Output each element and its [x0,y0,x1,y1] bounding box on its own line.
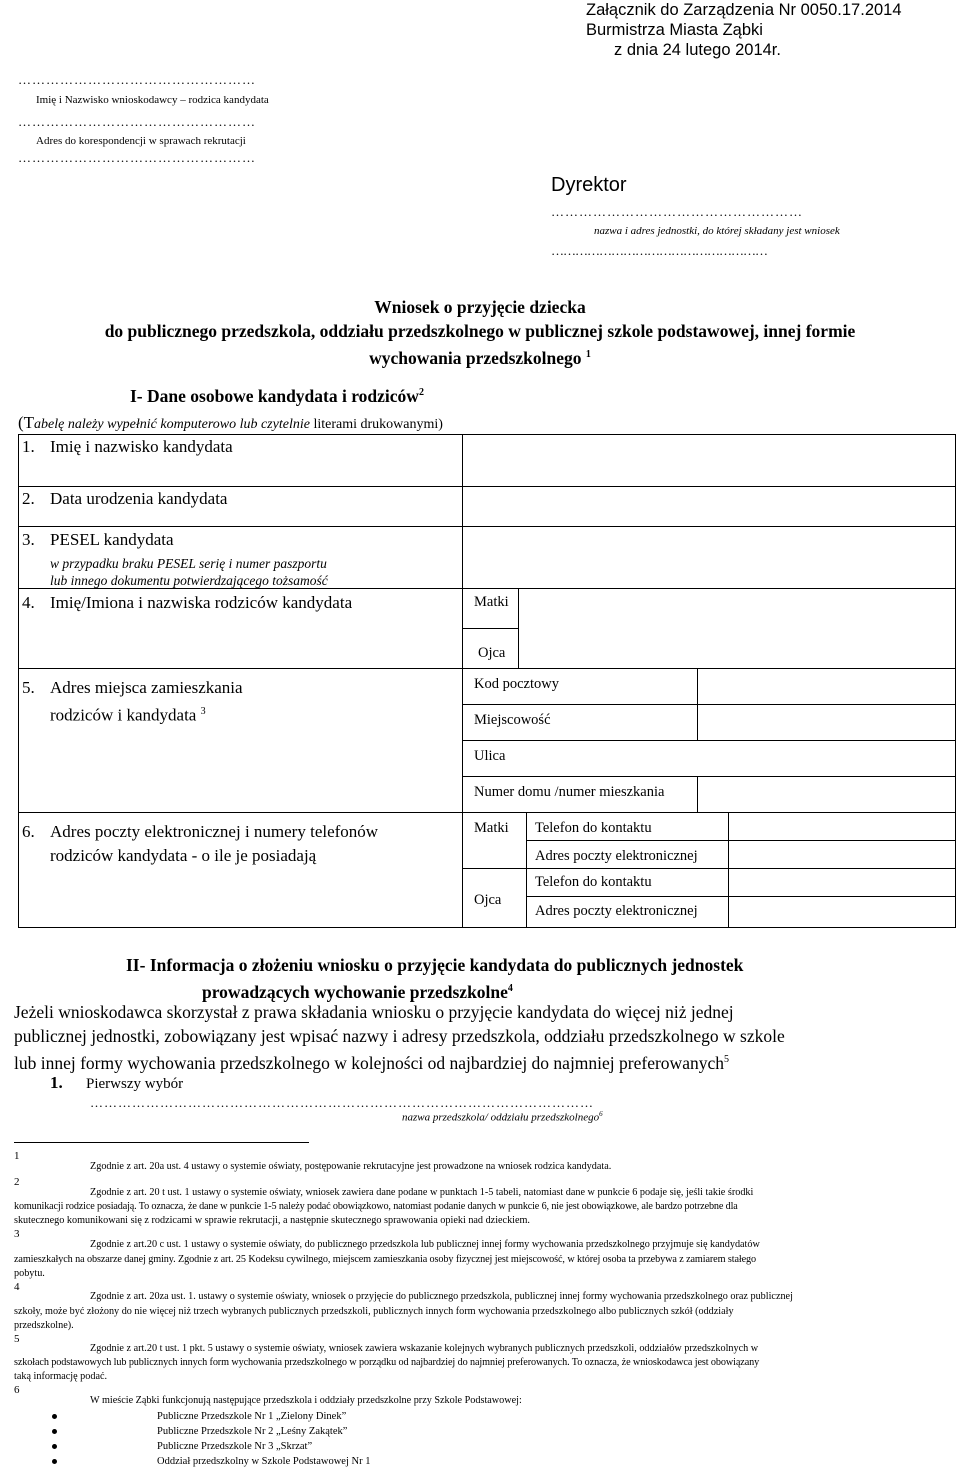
father-phone-label: Telefon do kontaktu [535,874,652,890]
footnote-3-line-3: pobytu. [14,1268,45,1279]
row-2 [22,489,227,509]
row-4-num: 4. [22,593,35,612]
bullet-icon [52,1429,57,1434]
footnote-ref-2: 2 [418,387,424,399]
recipient-dots[interactable]: ……………………………………………… [551,204,803,219]
row-3-num: 3. [22,530,35,549]
footnote-5-line-3: taką informację podać. [14,1371,108,1382]
row-5-label-1: Adres miejsca zamieszkania [50,678,243,697]
row-6-label-2: rodziców kandydata - o ile je posiadają [50,846,317,865]
city-label: Miejscowość [474,712,551,728]
house-number-input[interactable] [698,777,955,812]
first-choice [50,1073,183,1093]
row-5-label-2: rodziców i kandydata [50,705,197,725]
applicant-address-dots[interactable]: …………………………………………… [18,114,256,129]
postal-code-label: Kod pocztowy [474,676,559,692]
annex-header [586,0,956,60]
footnote-6-line-1: W mieście Ząbki funkcjonują następujące przedszkola i oddziały przedszkolne przy Szkole Podstawowej: [90,1395,522,1406]
applicant-address-label: Adres do korespondencji w sprawach rekrutacji [36,135,246,147]
annex-line-3: z dnia 24 lutego 2014r. [614,41,781,59]
form-title [0,295,960,370]
footnote-2-line-1: Zgodnie z art. 20 t ust. 1 ustawy o systemie oświaty, wniosek zawiera dane podane w punktach 1-5 tabeli, natomiast dane w punkcie 6 podaje się, jeśli takie środki [90,1187,754,1198]
form-title-line-3: wychowania przedszkolnego $^1$ [369,347,591,368]
footnote-ref-4: 4 [507,983,513,994]
bullet-icon [52,1414,57,1419]
mother-phone-input[interactable] [729,813,955,840]
list-item: Publiczne Przedszkole Nr 2 „Leśny Zakątek” [52,1424,370,1439]
mother-phone-label: Telefon do kontaktu [535,820,652,836]
row-6-father-label: Ojca [474,892,502,908]
footnote-5-num: 5 [14,1333,20,1345]
section1-note: (Tabelę należy wypełnić komputerowo lub czytelnie literami drukowanymi) [18,413,443,432]
section2-paragraph-line-1: Jeżeli wnioskodawca skorzystał z prawa składania wniosku o przyjęcie kandydata do więcej niż jednej [14,1002,734,1022]
mother-email-input[interactable] [729,841,955,868]
bullet-icon [52,1444,57,1449]
footnote-2-line-2: komunikacji rodzice posiadają. To oznacza, że dane w punkcie 1-5 należy podać obowiązkowo, natomiast podanie danych w punkcie 6, nie jest obowiązkowe, ale bardzo potrzebne dla [14,1201,738,1212]
first-choice-label: Pierwszy wybór [86,1076,184,1092]
bullet-icon [52,1459,57,1464]
row-4-mother-input[interactable] [519,589,955,628]
row-5 [22,676,243,728]
footnote-4-line-1: Zgodnie z art. 20za ust. 1. ustawy o systemie oświaty, wniosek o przyjęcie do publicznego przedszkola, publicznej innej formy wychowania przedszkolnego oraz publicznej [90,1291,793,1302]
kindergarten-list [52,1409,370,1469]
row-3-input[interactable] [463,527,955,588]
list-item: Publiczne Przedszkole Nr 3 „Skrzat” [52,1439,370,1454]
first-choice-caption: nazwa przedszkola/ oddziału przedszkolnego$^6$ [402,1110,603,1124]
father-phone-input[interactable] [729,869,955,896]
mother-email-label: Adres poczty elektronicznej [535,848,698,864]
row-2-num: 2. [22,489,35,508]
footnote-3-line-1: Zgodnie z art.20 c ust. 1 ustawy o systemie oświaty, do publicznego przedszkola lub publicznej innej formy wychowania przedszkolnego przyjmuje się kandydatów [90,1239,760,1250]
form-title-line-1: Wniosek o przyjęcie dziecka [374,297,586,317]
footnote-ref-5: 5 [723,1054,729,1065]
footnote-3-num: 3 [14,1228,20,1240]
footnote-5-line-2: szkołach podstawowych lub publicznych innych form wychowania przedszkolnego w porządku od najbardziej do najmniej preferowanych. To oznacza, że wnioskodawca jest obowiązany [14,1357,760,1368]
street-input[interactable] [520,741,955,776]
footnote-2-line-3: skutecznego komunikowani się z rodzicami w sprawie rekrutacji, a następnie skutecznego sprawowania opieki nad dzieckiem. [14,1215,530,1226]
footnote-separator [14,1142,309,1143]
row-1 [22,437,233,457]
footnote-1-num: 1 [14,1150,20,1162]
row-3-sub-2: lub innego dokumentu potwierdzającego tożsamość [50,573,328,588]
footnote-ref-3: 3 [200,706,206,717]
section2-paragraph-line-2: publicznej jednostki, zobowiązany jest wpisać nazwy i adresy przedszkola, oddziału przedszkolnego w szkole [14,1026,785,1046]
list-item: Oddział przedszkolny w Szkole Podstawowej Nr 1 [52,1454,370,1469]
house-number-label: Numer domu /numer mieszkania [474,784,665,800]
row-3-sub-1: w przypadku braku PESEL serię i numer paszportu [50,556,327,571]
section2-heading-line-2: prowadzących wychowanie przedszkolne [202,981,508,1002]
row-1-label: Imię i nazwisko kandydata [50,437,233,456]
applicant-address-dots-2[interactable]: …………………………………………… [18,150,256,165]
footnote-2-num: 2 [14,1176,20,1188]
row-1-input[interactable] [463,435,955,486]
recipient-title: Dyrektor [551,174,627,196]
row-6 [22,820,378,868]
section2-heading [126,954,942,1004]
list-item: Publiczne Przedszkole Nr 1 „Zielony Dinek” [52,1409,370,1424]
row-4-father-label: Ojca [478,645,506,661]
row-2-input[interactable] [463,487,955,526]
row-6-label-1: Adres poczty elektronicznej i numery telefonów [50,822,379,841]
row-6-num: 6. [22,822,35,841]
recipient-label: nazwa i adres jednostki, do której składany jest wniosek [594,225,840,237]
footnote-4-line-3: przedszkolne). [14,1320,74,1331]
applicant-name-dots[interactable]: …………………………………………… [18,72,256,87]
row-4-father-input[interactable] [519,629,955,668]
section2-paragraph [14,1000,944,1075]
form-title-line-2: do publicznego przedszkola, oddziału przedszkolnego w publicznej szkole podstawowej, innej formie [104,321,856,341]
section2-paragraph-line-3: lub innej formy wychowania przedszkolnego w kolejności od najbardziej do najmniej preferowanych [14,1052,724,1073]
row-3-label: PESEL kandydata [50,530,174,549]
city-input[interactable] [698,705,955,740]
row-4-mother-label: Matki [474,594,509,610]
annex-line-1: Załącznik do Zarządzenia Nr 0050.17.2014 [586,1,902,19]
first-choice-input[interactable]: ……………………………………………………………………………………………… [90,1095,594,1110]
father-email-input[interactable] [729,897,955,927]
first-choice-num: 1. [50,1073,63,1092]
row-6-mother-label: Matki [474,820,509,836]
footnote-4-num: 4 [14,1281,20,1293]
postal-code-input[interactable] [698,669,955,704]
footnote-1-text: Zgodnie z art. 20a ust. 4 ustawy o systemie oświaty, postępowanie rekrutacyjne jest prowadzone na wniosek rodzica kandydata. [90,1161,612,1172]
street-label: Ulica [474,748,506,764]
row-2-label: Data urodzenia kandydata [50,489,228,508]
row-5-num: 5. [22,678,35,697]
footnote-5-line-1: Zgodnie z art.20 t ust. 1 pkt. 5 ustawy o systemie oświaty, wniosek zawiera wskazanie kolejnych wybranych publicznych przedszkoli, oddziałów przedszkolnych w [90,1343,759,1354]
section2-heading-line-1: II- Informacja o złożeniu wniosku o przyjęcie kandydata do publicznych jednostek [126,955,744,975]
row-4 [22,593,352,613]
footnote-ref-6: 6 [599,1110,603,1118]
annex-line-2: Burmistrza Miasta Ząbki [586,21,763,39]
footnote-4-line-2: szkoły, może być złożony do nie więcej niż trzech wybranych publicznych przedszkoli, publicznych innych form wychowania przedszkolnego albo publicznych szkół (oddziały [14,1306,734,1317]
applicant-name-label: Imię i Nazwisko wnioskodawcy – rodzica kandydata [36,94,269,106]
father-email-label: Adres poczty elektronicznej [535,903,698,919]
row-3 [22,530,174,550]
row-1-num: 1. [22,437,35,456]
row-4-label: Imię/Imiona i nazwiska rodziców kandydata [50,593,353,612]
footnote-3-line-2: zamieszkałych na obszarze danej gminy. Zgodnie z art. 25 Kodeksu cywilnego, miejscem zamieszkania osoby fizycznej jest miejscowość, w której osoba ta przebywa z zamiarem stałego [14,1254,757,1265]
recipient-dots-2[interactable]: ……………………………………………… [551,243,767,258]
footnote-6-num: 6 [14,1384,20,1396]
section1-heading: I- Dane osobowe kandydata i rodziców$^2$ [130,386,424,406]
footnote-ref-1: 1 [585,349,591,360]
